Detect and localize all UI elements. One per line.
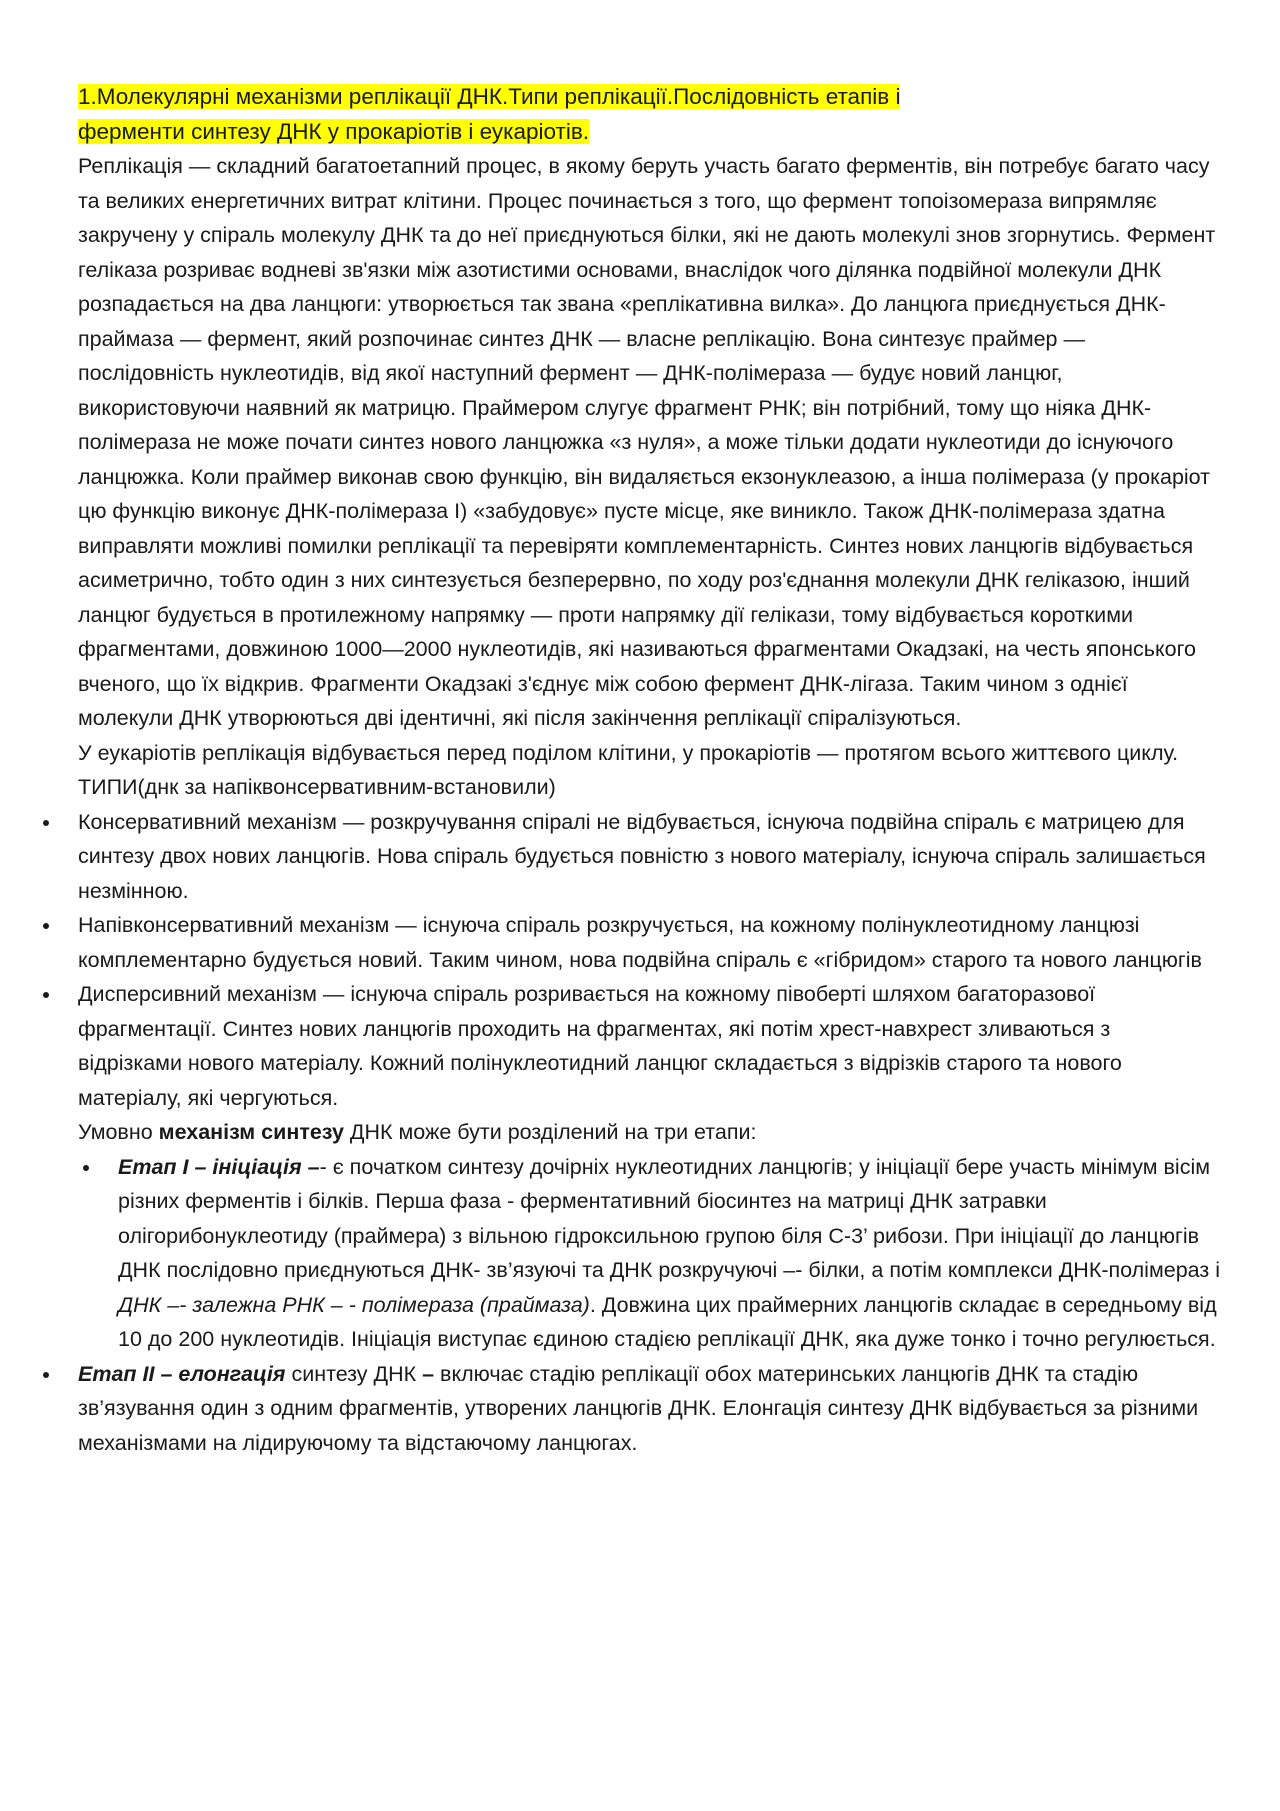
intro-paragraph: Реплікація — складний багатоетапний процес, в якому беруть участь багато ферментів, він потребує багато часу та великих енергетичних витрат клітини. Процес починається з того, що фермент топоізомераза випрямляє закручену у спіраль молекулу ДНК та до неї приєднуються білки, які не дають молекулі знов згорнутись. Фермент геліказа розриває водневі зв'язки між азотистими основами, внаслідок чого ділянка подвійної молекули ДНК розпадається на два ланцюги: утворюється так звана «реплікативна вилка». До ланцюга приєднується ДНК-праймаза — фермент, який розпочинає синтез ДНК — власне реплікацію. Вона синтезує праймер — послідовність нуклеотидів, від якої наступний фермент — ДНК-полімераза — будує новий ланцюг, використовуючи наявний як матрицю. Праймером слугує фрагмент РНК; він потрібний, тому що ніяка ДНК-полімераза не може почати синтез нового ланцюжка «з нуля», а може тільки додати нуклеотиди до існуючого ланцюжка. Коли праймер виконав свою функцію, він видаляється екзонуклеазою, а інша полімераза (у прокаріот цю функцію виконує ДНК-полімераза I) «забудовує» пусте місце, яке виникло. Також ДНК-полімераза здатна виправляти можливі помилки реплікації та перевіряти комплементарність. Синтез нових ланцюгів відбувається асиметрично, тобто один з них синтезується безперервно, по ходу роз'єднання молекули ДНК геліказою, інший ланцюг будується в протилежному напрямку — проти напрямку дії гелікази, тому відбувається короткими фрагментами, довжиною 1000—2000 нуклеотидів, які називаються фрагментами Окадзакі, на честь японського вченого, що їх відкрив. Фрагменти Окадзакі з'єднує між собою фермент ДНК-лігаза. Таким чином з однієї молекули ДНК утворюються дві ідентичні, які після закінчення реплікації спіралізуються. (78, 154, 1216, 730)
stage-1-label: Етап I – ініціація – (118, 1154, 320, 1179)
title-line-1: 1.Молекулярні механізми реплікації ДНК.Типи реплікації.Послідовність етапів і (78, 84, 901, 109)
stages-list (78, 1357, 1220, 1461)
types-heading: ТИПИ(днк за напіквонсервативним-встановили) (78, 775, 556, 799)
stage-2-elongation (78, 1357, 1220, 1461)
stages-sublist (78, 1150, 1220, 1357)
title-line-2: ферменти синтезу ДНК у прокаріотів і еукаріотів. (78, 118, 590, 144)
synthesis-intro (78, 1115, 1220, 1150)
synthesis-intro-before: Умовно (78, 1120, 159, 1144)
eukaryote-note: У еукаріотів реплікація відбувається перед поділом клітини, у прокаріотів — протягом всього життєвого циклу. (78, 740, 1179, 765)
synthesis-intro-after: ДНК може бути розділений на три етапи: (343, 1120, 757, 1144)
stage-2-label: Етап II – елонгація (78, 1361, 286, 1386)
stage-1-initiation (118, 1150, 1220, 1357)
synthesis-intro-bold: механізм синтезу (158, 1120, 344, 1144)
type-semiconservative: Напівконсервативний механізм — існуюча спіраль розкручується, на кожному полінуклеотидному ланцюзі комплементарно будується новий. Таким чином, нова подвійна спіраль є «гібридом» старого та нового ланцюгів (78, 908, 1220, 977)
stage-2-dash: – (422, 1361, 435, 1386)
document-title (78, 80, 1220, 149)
stage-1-text-b: . Довжина цих праймерних ланцюгів складає в середньому від 10 до 200 нуклеотидів. Ініціація виступає єдиною стадією реплікації ДНК, яка дуже тонко і точно регулюється. (118, 1292, 1217, 1351)
stage-1-italic: ДНК –- залежна РНК – - полімераза (праймаза) (118, 1292, 590, 1317)
stage-2-text-b: включає стадію реплікації обох материнських ланцюгів ДНК та стадію зв’язування один з одним фрагментів, утворених ланцюгів ДНК. Елонгація синтезу ДНК відбувається за різними механізмами на лідируючому та відстаючому ланцюгах. (78, 1361, 1199, 1455)
stage-1-text-a: - є початком синтезу дочірніх нуклеотидних ланцюгів; у ініціації бере участь мінімум вісім різних ферментів і білків. Перша фаза - ферментативний біосинтез на матриці ДНК затравки олігорибонуклеотиду (праймера) з вільною гідроксильною групою біля С-3’ рибози. При ініціації до ланцюгів ДНК послідовно приєднуються ДНК- зв’язуючі та ДНК розкручуючі –- білки, а потім комплекси ДНК-полімераз і (118, 1154, 1220, 1282)
type-dispersive: Дисперсивний механізм — існуюча спіраль розривається на кожному півоберті шляхом багаторазової фрагментації. Синтез нових ланцюгів проходить на фрагментах, які потім хрест-навхрест зливаються з відрізками нового матеріалу. Кожний полінуклеотидний ланцюг складається з відрізків старого та нового матеріалу, які чергуються. (78, 977, 1220, 1115)
type-conservative: Консервативний механізм — розкручування спіралі не відбувається, існуюча подвійна спіраль є матрицею для синтезу двох нових ланцюгів. Нова спіраль будується повністю з нового матеріалу, існуюча спіраль залишається незмінною. (78, 805, 1220, 909)
stage-2-text-a: синтезу ДНК (285, 1361, 423, 1386)
replication-types-list (78, 805, 1220, 1116)
